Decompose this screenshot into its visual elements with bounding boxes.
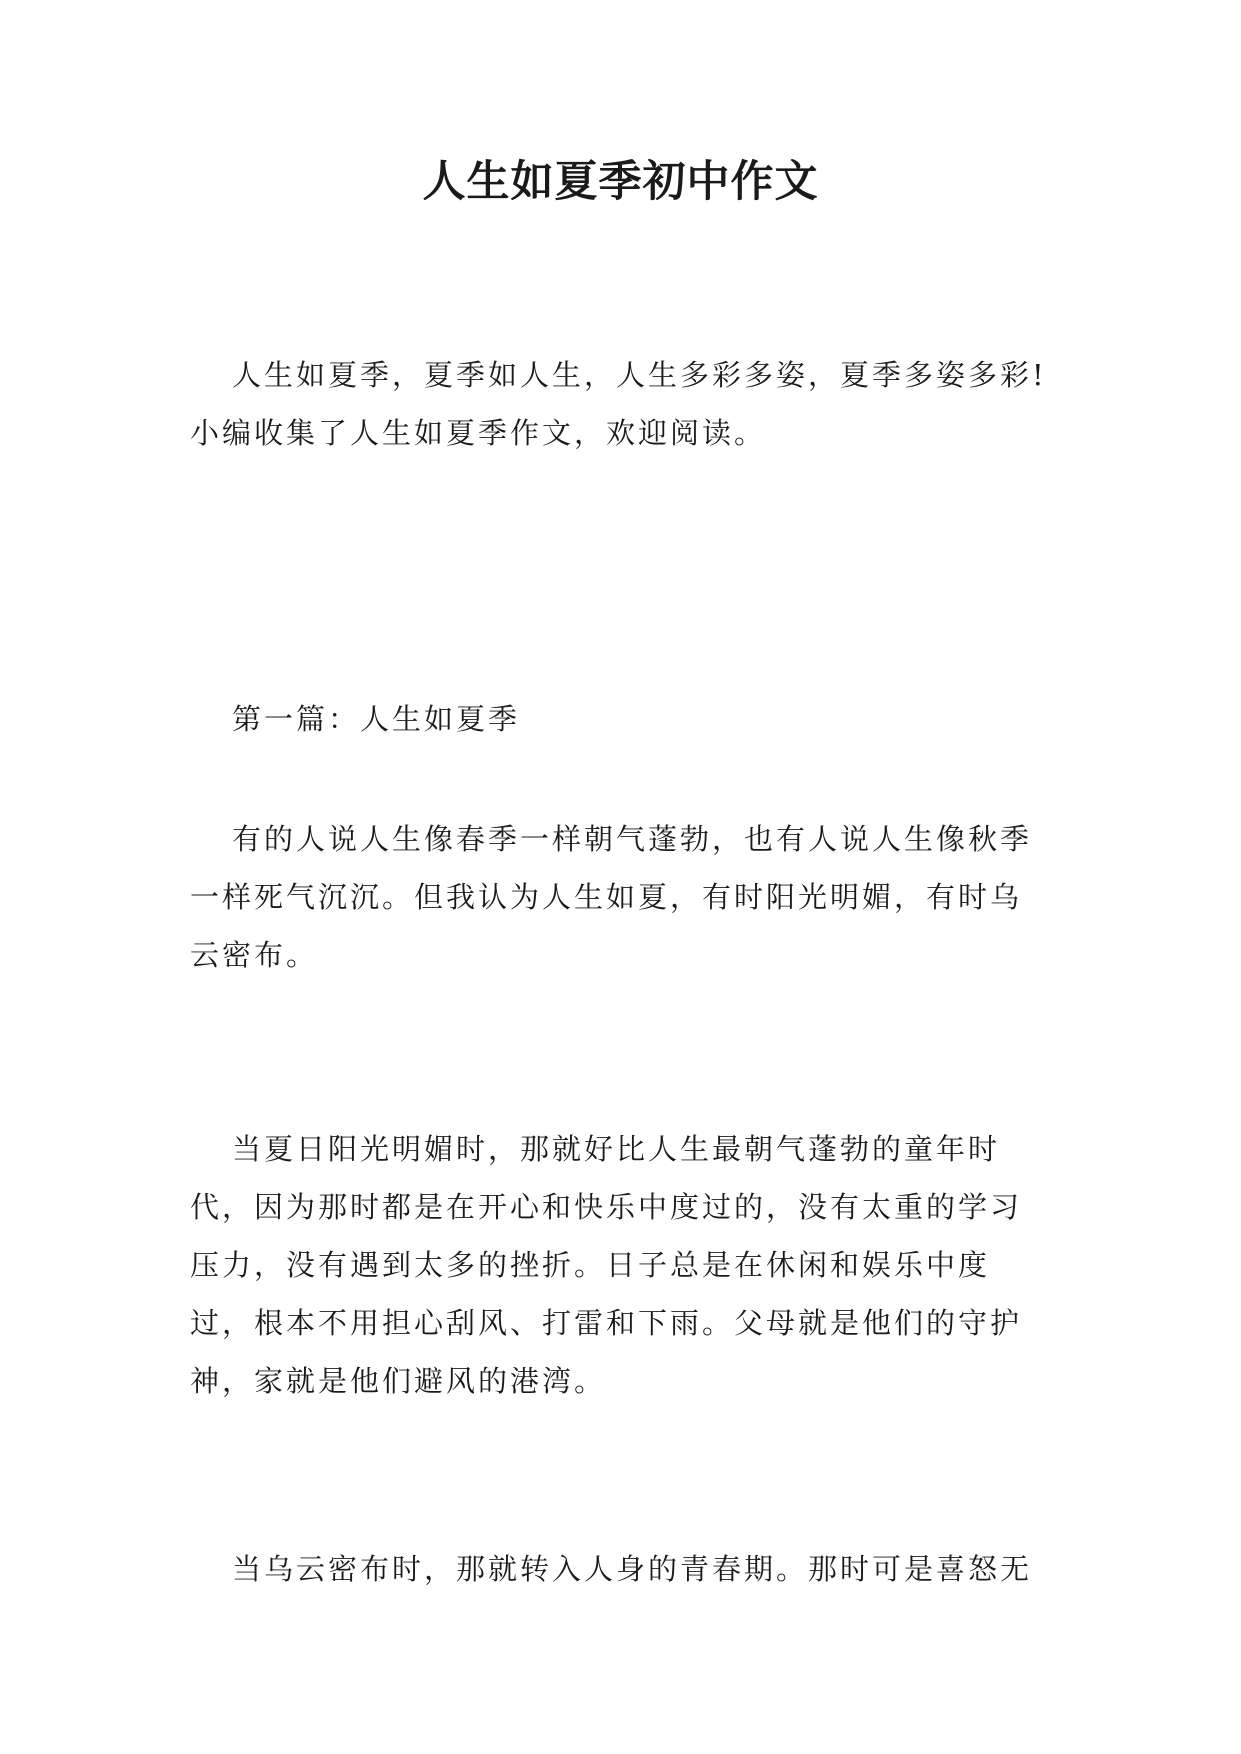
body-paragraph: 当乌云密布时，那就转入人身的青春期。那时可是喜怒无	[232, 1552, 1033, 1586]
document-title: 人生如夏季初中作文	[422, 157, 819, 207]
section-heading: 第一篇：人生如夏季	[232, 702, 521, 736]
intro-paragraph: 人生如夏季，夏季如人生，人生多彩多姿，夏季多姿多彩!小编收集了人生如夏季作文，欢迎阅读。	[190, 358, 1047, 450]
body-paragraph: 有的人说人生像春季一样朝气蓬勃，也有人说人生像秋季一样死气沉沉。但我认为人生如夏，有时阳光明媚，有时乌云密布。	[190, 822, 1033, 972]
body-paragraph: 当夏日阳光明媚时，那就好比人生最朝气蓬勃的童年时代，因为那时都是在开心和快乐中度过的，没有太重的学习压力，没有遇到太多的挫折。日子总是在休闲和娱乐中度过，根本不用担心刮风、打雷和下雨。父母就是他们的守护神，家就是他们避风的港湾。	[190, 1132, 1023, 1398]
